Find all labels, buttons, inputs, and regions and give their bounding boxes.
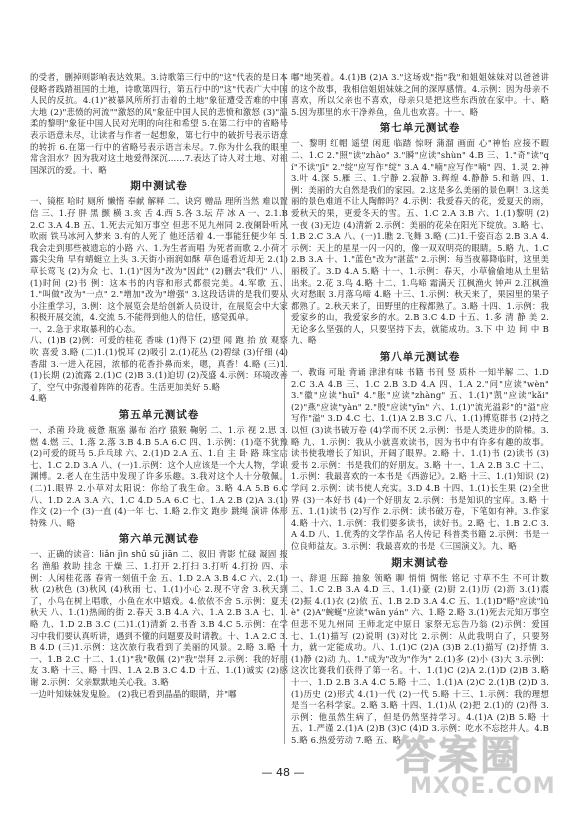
midterm-paragraph-1: 一、镜框 哈时 厕所 懒惰 奉献 解释 二、诀窍 赠品 理所当然 难以置信 三、1.孖 胖 黑 颤 横 3.亥 舌 4.西 5.各 3.坛 芹 冰 A 一、2.1.B 2.C 3.A 4.B 五、1.死去元知万事空 但悲不见九州同 2.夜阑卧听风吹雨 铁马冰河入梦来 3.有的人死了 他还活着 4.一事能狂便少年 5.我会走到那些被遗忘的小路 六、1.为生者而唱 为死者而歌 2.小荷才露尖尖角 早有蜻蜓立上头 3.天街小雨润如酥 草色遥看近却无 2.(1)草长莺飞 (2)为众 七、1.(1)"因为"改为"因此" (2)删去"我们" 八、(1)时间 (2)书 例：这本书的内容和形式都很完美。4.军歌 五、1."叫做"改为"一点" 2."增加"改为"增强" 3.这段话讲的是我们要从小注重学习，3.例：这个展览会是给创新人员设计，在展览会中大家积极开展交流，4.交流 5.不能得到他人的信任，感觉孤单。: [30, 196, 288, 323]
midterm-paragraph-2: 一、2.急于求取暴利的心态。: [30, 323, 141, 334]
section-title-final: 期末测试卷: [391, 556, 449, 569]
column-divider: [284, 74, 285, 744]
midterm-paragraph-3: 八、(1)B (2)例：可爱的桂花 香味 (1)得下 (2)望 闻 跑 抬 放 观察 吹 喜爱 3.略 (二)1.(1)悦耳 (2)吸引 2.(1)花丛 (2)碧绿 (3)仔细 (4)香甜 3.一进入花园，浓郁的花香扑鼻而来，嗯，真香！4.略 (三)1.(1)长期 (2)流露 2.(1)C (2)B 3.(1)迫切 (2)茂盛 4.示例：环境改善了，空气中弥漫着阵阵的花香。生活更加美好 5.略: [30, 335, 288, 392]
unit-7-paragraph: 一、黎明 红帽 遥望 闲逛 临踏 惊呀 蒲溜 画面 心"神怡 应接不暇 二、1.C 2."照"读"zhào" 3."瞬"应读"shùn" 4.B 三、1."奇"读"qí"不读"jī" 2."绽"应写作"绽" 3.A 4."喃"应写作"喃" 四、1.灵 2.神 3.叶 4.深 5.雁 三、1.宁静 2.寂静 3.辉煌 4.静静 5.和谐 四、1.例：美丽的大自然是我们的家园。2.这是多么美丽的景色啊！3.这美丽的景色难道不让人陶醉吗？4.示例：我爱春天的花，爱夏天的雨，爱秋天的果，更爱冬天的雪。五、1.C 2.A 3.B 六、1.(1)黎明 (2)一夜 (3)无边 (4)清新 2.示例：美丽的花朵在阳光下绽放。3.略 七、1.B 2.C 3.A 八、(一)1.瞧 2.飞舞 3.略 (二)1.千姿百态 2.B 3.A 4.示例：天上的星星一闪一闪的，像一双双明亮的眼睛。5.略 九、1.C 2.B 3.A 十、1."蓝色"改为"湛蓝" 2.示例：每当夜幕降临时，这里美丽极了。3.D 4.A 5.略 十一、1.示例：春天，小草偷偷地从土里钻出来。2.花 3.鸟 4.略 十二、1.鸟啼 霜满天 江枫渔火 钟声 2.江枫渔火对愁眠 3.月落乌啼 4.略 十三、1.示例：秋天来了，果园里的果子都熟了。2.秋天来了，田野里的庄稼都熟了。3.略 十四、1.示例：我爱家乡的山，我爱家乡的水。2.B 3.C 4.D 十五、1.多 清 静 美 2.无论多么坚强的人，只要坚持下去，就能成功。3.下 中 边 间 中 B 九、略: [291, 138, 549, 346]
section-title-unit-8: 第八单元测试卷: [379, 351, 461, 364]
unit-6-paragraph-1: 一、正确的读音：liǎn jìn shǔ sū jiān 二、叙旧 背影 忙碌 凝固 报名 渔船 救助 挂念 干燥 三、1.打开 2.打扫 3.打听 4.打扮 四、示例：人闲桂花落 春宵一刻值千金 五、1.D 2.A 3.B 4.C 六、2.(1)秋 (2)秋色 (3)秋风 (4)秋雨 七、1.(1)小心 2.现不守舍 3.秋天到了，小鸟在树上唱歌，小鱼在水中嬉戏。4.依依不舍 5.示例：夏天 秋天 八、1.(1)热闹的街 2.春天 3.B 4.A 六、1.A 2.B 3.A 七、1.略 九、1.D 2.B 3.C (二)1.(1)清新 2.书香 3.B 4.C 5.示例：在学习中我们要认真听讲，遇到不懂的问题要及时请教。十、1.A 2.C 3.B 4.D (三)1.示例：这次旅行我看到了美丽的风景。2.略 3.略 十一、1.B 2.C 十二、1.(1)"我"敬佩 (2)"我"崇拜 2.示例：我的好朋友 3.略 十三、略 十四、1.A 2.B 3.C 4.D 十五、1.(1)诚实 (2)感谢 2.示例：父亲默默地关心我。3.略: [30, 549, 288, 687]
unit-6-paragraph-2: 一边叶知妹妹发鬼脸。 (2)我已看到晶晶的眼睛，并"嘟: [30, 688, 237, 699]
right-column: [291, 72, 549, 746]
watermark-url: MXQE.COM: [410, 774, 556, 799]
unit-8-paragraph: 一、教诲 可耻 背诵 津津有味 书籍 书刊 竖 质朴 一知半解 二、1.D 2.C 3.A 4.B 三、1.C 2.B 3.D 4.A 四、1.A 2."问"应读"wèn" 3."徽"应读"huī" 4."胀"应读"zhàng" 五、1.(1)"凯"应读"kǎi" (2)"燕"应读"yàn" 2."殷"应读"yīn" 六、1.(1)"流光溢彩"的"溢"应写作"溢" 3.D 4.C 七、1.(1)A 2.B 3.C 八、1.(1)博览群书 (2)持之以恒 (3)读书破万卷 (4)学而不厌 2.示例：书是人类进步的阶梯。3.略 九、1.示例：我从小就喜欢读书，因为书中有许多有趣的故事。读书使我增长了知识，开阔了眼界。2.略 十、1.(1)书 (2)读书 (3)爱书 2.示例：书是我们的好朋友。3.略 十一、1.A 2.B 3.C 十二、1.示例：我最喜欢的一本书是《西游记》。2.略 十三、1.(1)知识 (2)学问 2.示例：读书使人充实。3.D 4.B 十四、1.(1)长生果 (2)全世界 (3)一本好书 (4)一个好朋友 2.示例：书是知识的宝库。3.略 十五、1.(1)读书 (2)写作 2.示例：读书破万卷，下笔如有神。3.作家 4.略 十六、1.示例：我们要多读书，读好书。2.略 七、1.B 2.C 3.A 4.D 八、1.优秀的文学作品 名人传记 科普类书籍 2.示例：书是一位良师益友。3.示例：我最喜欢的书是《三国演义》。九、略: [291, 367, 549, 551]
unit-5-paragraph: 一、杀菌 玲珑 疲惫 瓶塞 瀑布 治疗 猿猴 鞠躬 二、1.示 视 2.思 3.燃 4.燃 三、1.落 2.落 3.B 4.B 5.A 6.C 四、1.示例：(1)毫不犹豫 (2)可爱的斑马 5.乒乓球 六、2.(1)D 2.A 五、1.自 主 卧 路 珠宝店 七、1.C 2.D 3.A 八、(一)1.示例：这个人应该是一个大人物，学识渊博。2.老人在生活中发现了许多乐趣。3.我对这个人十分敬佩。(二)1.眼界 2.小草对太阳说：你给了我生命。3.略 4.A 5.B 6.C 八、1.D 2.A 3.A 六、1.C 4.D 5.A 6.C 七、1.A 2.B (2)A 3.(1)作文 (2)一个 (3)一直 (4)一年 七、1.略 2.作文 跑步 跳绳 演讲 体形特殊 八、略: [30, 425, 288, 528]
midterm-paragraph-4: 4.略: [30, 393, 47, 404]
left-intro-paragraph: 的受者，删掉则影响表达效果。3.诗歌第三行中的"这"代表的是日本侵略者践踏祖国的土地，诗歌第四行，第五行中的"这"代表广大中国人民的反抗。4.(1)"被暴风所所打击着的土地"象征遭受苦难的中国大地 (2)"悲愤的河流""激怒的风"象征中国人民的悲愤和激怒 (3)"温柔的黎明"象征中国人民对光明的向往和希望 5.在第二行中的省略号表示语意未尽，让读者与作者一起想象，第七行中的破折号表示语意的转折 6.在第一行中的省略号表示语言未尽。7.你为什么我的眼里常含泪水？因为我对这土地爱得深沉……7.表达了诗人对土地、对祖国深沉的爱。十、略: [30, 72, 288, 175]
section-title-unit-7: 第七单元测试卷: [379, 122, 461, 135]
section-title-unit-5: 第五单元测试卷: [118, 409, 200, 422]
left-column: [30, 72, 288, 700]
right-intro-paragraph: 嘟"地笑着。4.(1)B (2)A 3."这场戏"指"我"和姐姐妹妹对以爸爸讲的这个故事，我相信姐姐妹妹之间的深厚感情。4.示例：因为母亲不喜欢，所以父亲也不喜欢，母亲只是把这些东西放在家中。十、略 5.因为那里的水干净养鱼，鱼儿也欢喜。十一、略: [291, 72, 549, 117]
section-title-midterm: 期中测试卷: [130, 180, 188, 193]
page-number: — 48 —: [261, 766, 305, 779]
watermark-logo-text: 答案圈: [396, 733, 522, 779]
section-title-unit-6: 第六单元测试卷: [118, 533, 200, 546]
final-paragraph: 一、辞退 压蹄 抽象 领略 聊 悄悄 惆怅 铭记 寸草不生 不可计数 二、1.C 2.B 3.A 4.D 三、1.(1)豪 (2)厨 2.(1)历 (2)沥 3.(1)震 (2)振 4.(1)衣 (2)依 五、1.B 2.D 3.A 4.C 五、1.(1)D"略"应读"lüè" (2)A"蜿蜒"应读"wān yán" 六、1.略 2.略 3.(1)死去元知万事空 但悲不见九州同 王师北定中原日 家祭无忘告乃翁 (2)示例：爱国 七、1.(1)描写 (2)说明 (3)对比 2.示例：从此我明白了，只要努力，就一定能成功。八、1.(1)C (2)A (3)B 2.(1)描写 (2)抒情 3.(1)静 (2)动 九、1."成为"改为"作为" 2.(1)多 (2)小 (3)大 3.示例：这次比赛我们获得了第一名。十、1.(1)C (2)A 2.(1)D (2)B 3.略 十一、1.D 2.B 3.A 4.C 5.略 十二、1.(1)A (2)C 2.(1)B (2)D 3.(1)历史 (2)形式 4.(1)一代 (2)一代 5.略 十三、1.示例：我的理想是当一名科学家。2.略 3.略 十四、1.(1)从 (2)把 2.(1)的 (2)得 3.示例：他虽然生病了，但是仍然坚持学习。4.(1)A (2)B 5.略 十五、1.严谨 2.(1)A (2)B (3)C (4)D 3.示例：吃水不忘挖井人。4.B 5.略 6.热爱劳动 7.略 五、略: [291, 572, 549, 745]
